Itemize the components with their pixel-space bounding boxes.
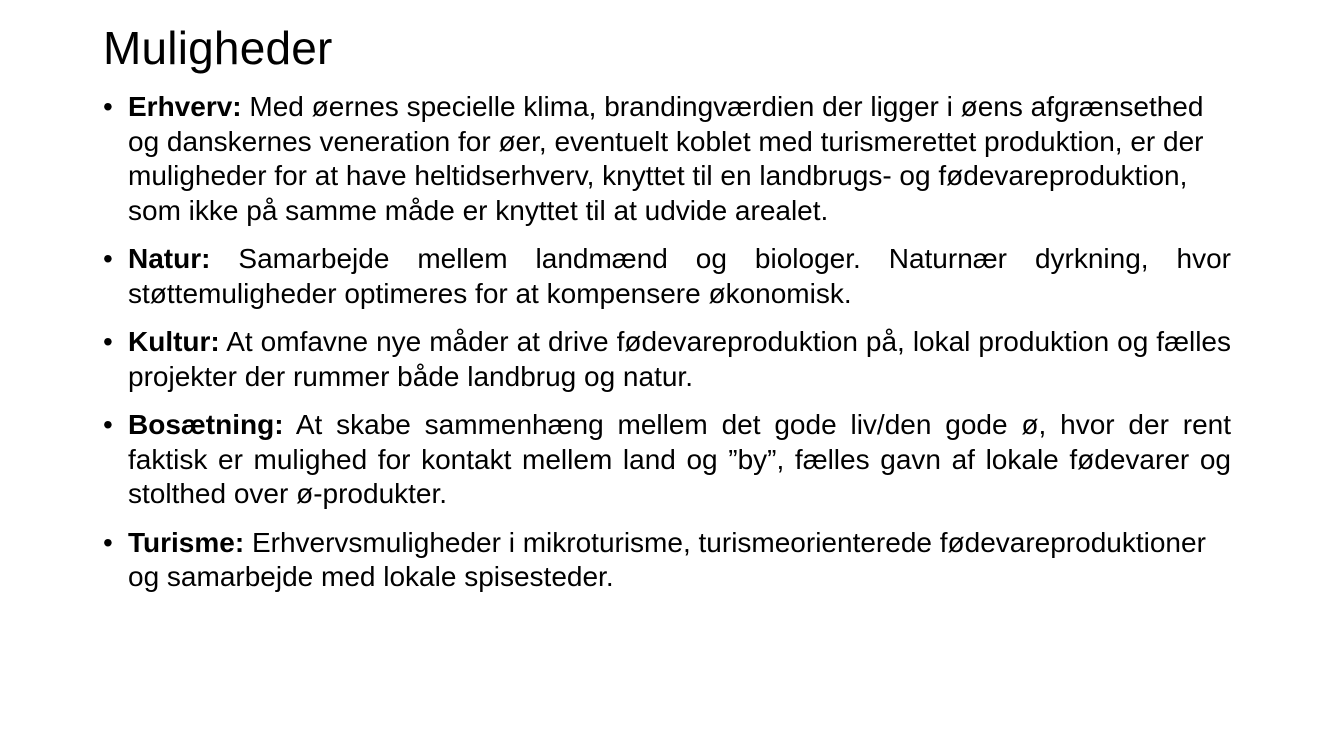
bullet-item-erhverv: [103, 90, 1231, 228]
bullet-item-bosaetning: [103, 408, 1231, 512]
bullet-label: Kultur:: [128, 326, 220, 357]
bullet-label: Natur:: [128, 243, 211, 274]
bullet-icon: •: [103, 409, 113, 440]
bullet-text: Med øernes specielle klima, brandingværdien der ligger i øens afgrænsethed og danskernes veneration for øer, eventuelt koblet med turismerettet produktion, er der muligheder for at have heltidserhverv, knyttet til en landbrugs- og fødevareproduktion, som ikke på samme måde er knyttet til at udvide arealet.: [128, 91, 1204, 226]
bullet-label: Erhverv:: [128, 91, 242, 122]
bullet-item-turisme: [103, 526, 1231, 595]
bullet-label: Bosætning:: [128, 409, 284, 440]
bullet-text: Samarbejde mellem landmænd og biologer. Naturnær dyrkning, hvor støttemuligheder optimeres for at kompensere økonomisk.: [128, 243, 1231, 309]
bullet-icon: •: [103, 526, 113, 558]
bullet-text: Erhvervsmuligheder i mikroturisme, turismeorienterede fødevareproduktioner og samarbejde med lokale spisesteder.: [128, 526, 1206, 592]
bullet-text: At omfavne nye måder at drive fødevareproduktion på, lokal produktion og fælles projekter der rummer både landbrug og natur.: [128, 326, 1231, 392]
bullet-icon: •: [103, 91, 113, 122]
bullet-text: At skabe sammenhæng mellem det gode liv/den gode ø, hvor der rent faktisk er mulighed for kontakt mellem land og ”by”, fælles gavn af lokale fødevarer og stolthed over ø-produkter.: [128, 409, 1231, 509]
bullet-icon: •: [103, 326, 113, 357]
bullet-item-natur: [103, 242, 1231, 311]
slide-title: Muligheder: [103, 22, 333, 74]
bullet-item-kultur: [103, 325, 1231, 394]
bullet-icon: •: [103, 243, 113, 274]
bullet-list: [103, 90, 1231, 609]
bullet-label: Turisme:: [128, 526, 245, 558]
